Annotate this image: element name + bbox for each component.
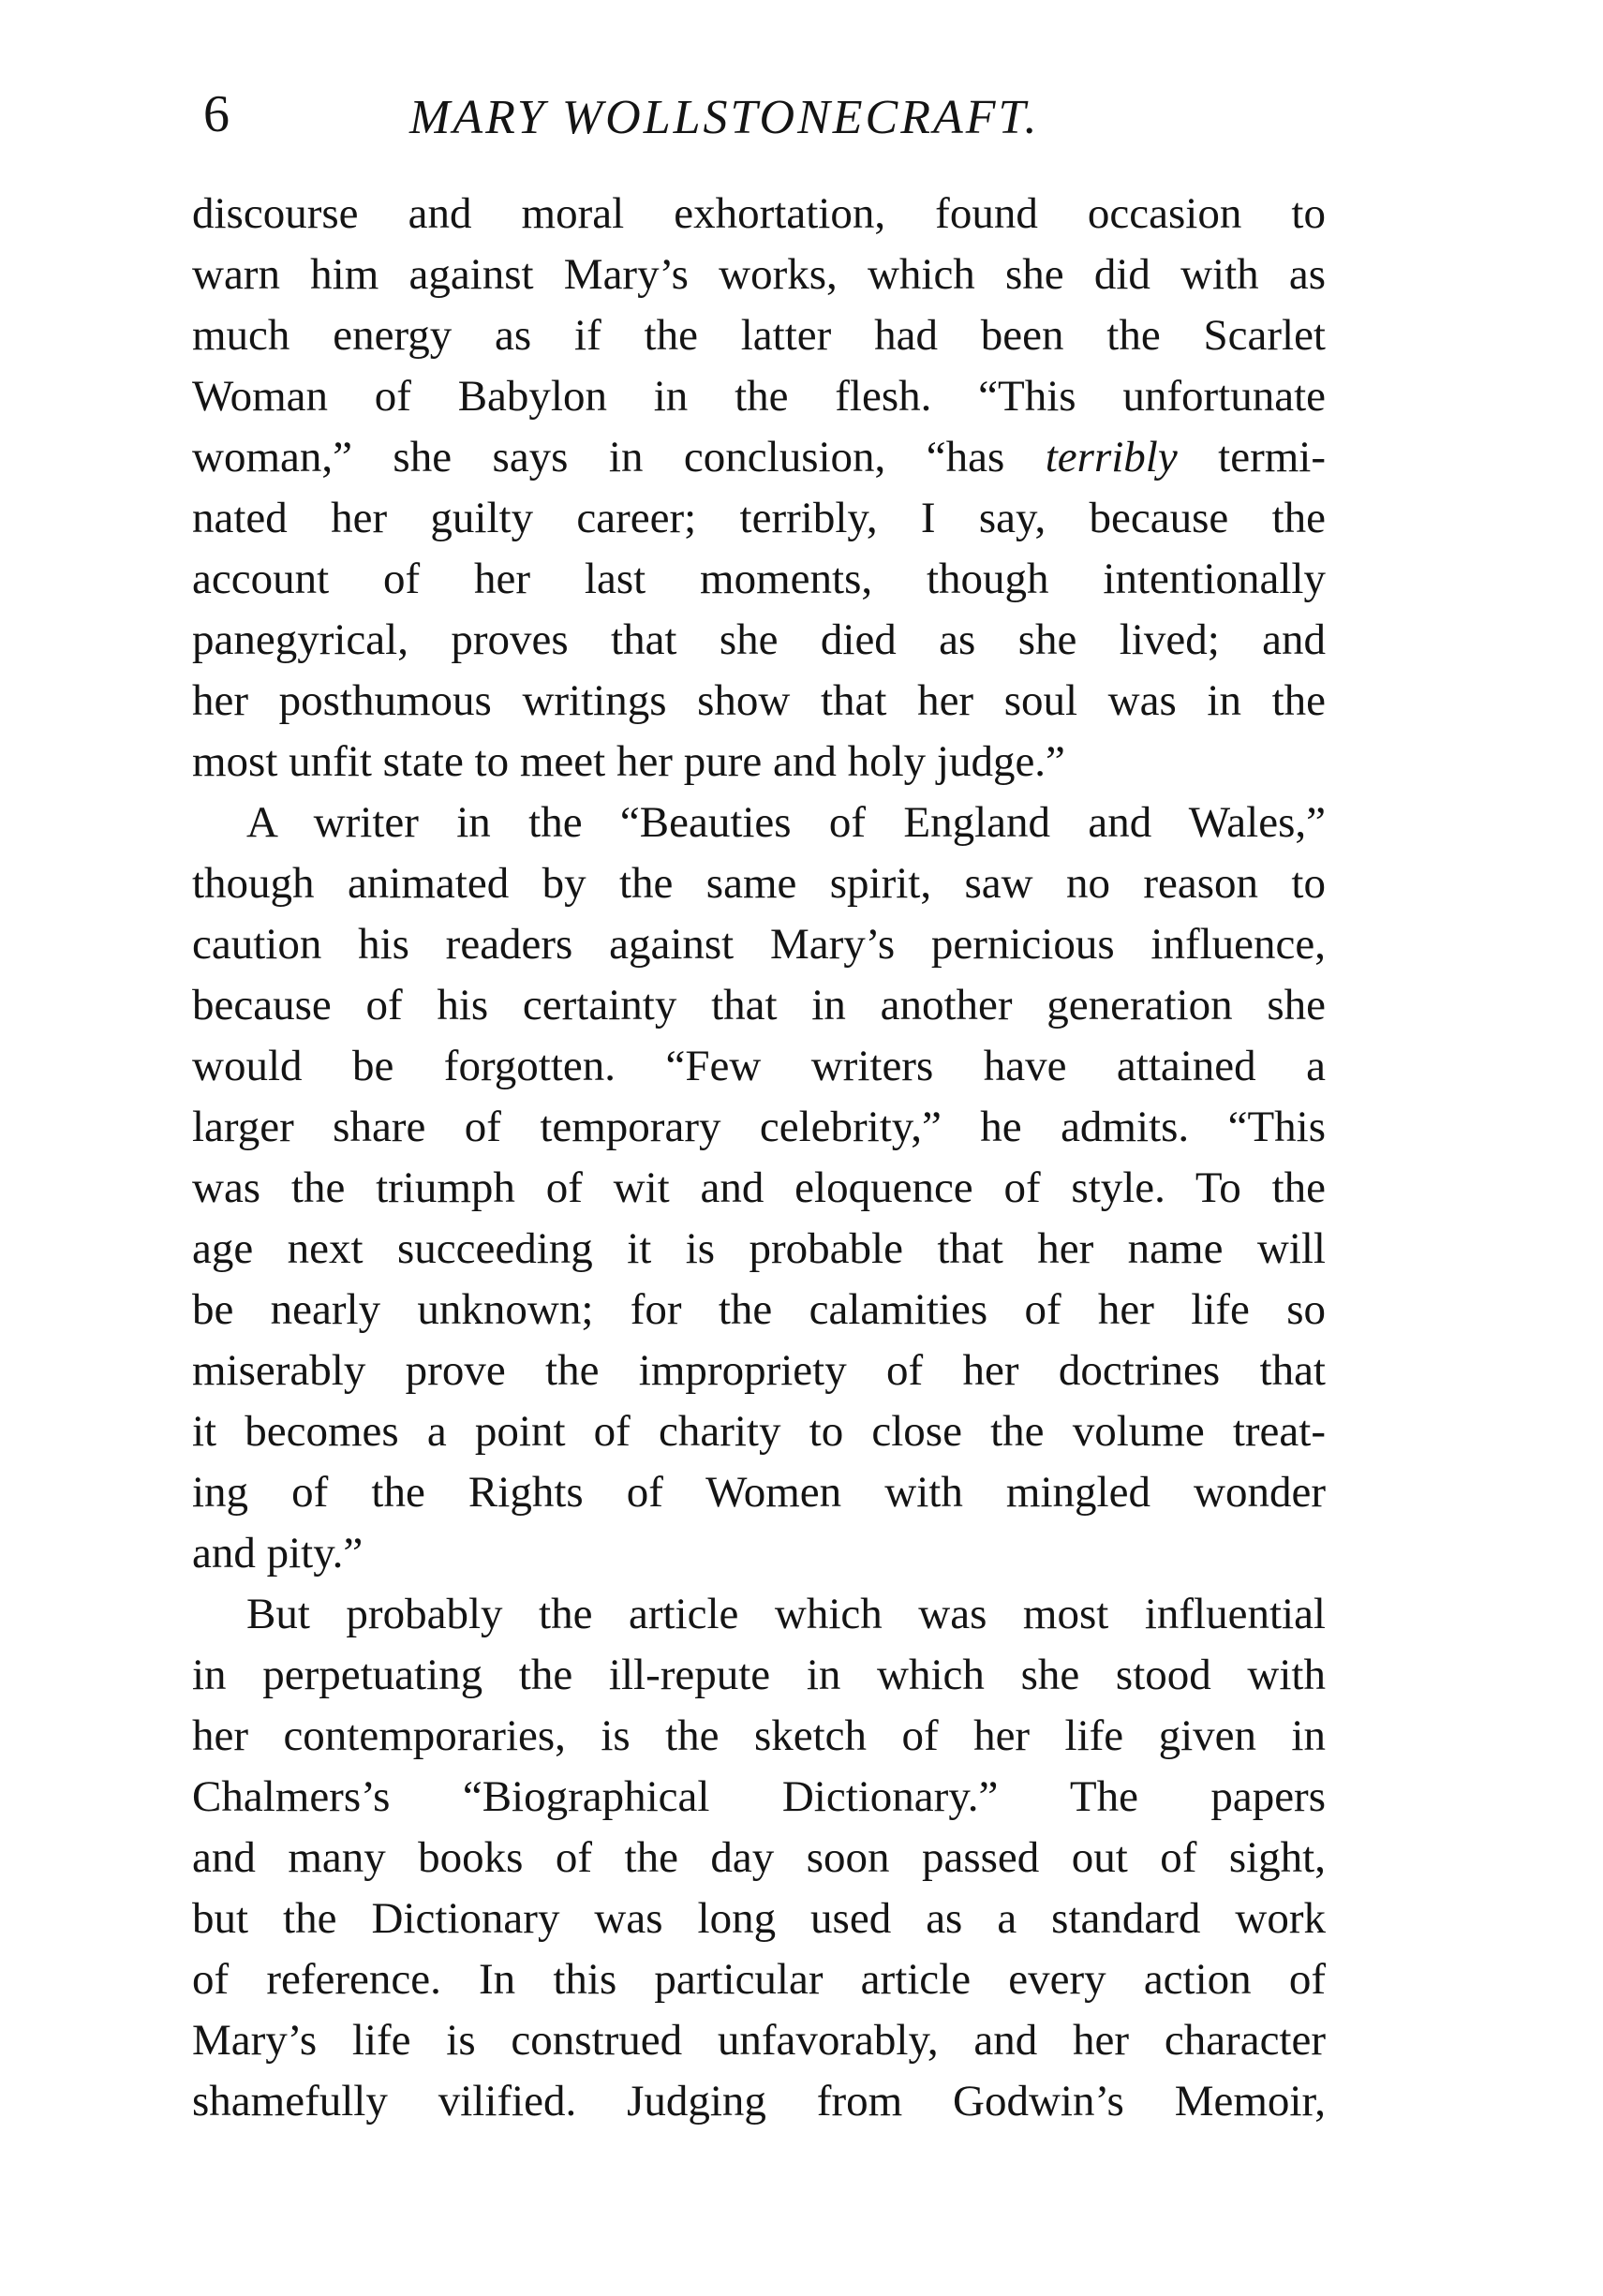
page-number: 6 bbox=[203, 85, 230, 143]
text-line: would be forgotten. “Few writers have attained a bbox=[192, 1042, 1326, 1090]
text-line: nated her guilty career; terribly, I say, because the bbox=[192, 494, 1326, 542]
text-line: it becomes a point of charity to close the volume treat- bbox=[192, 1407, 1326, 1456]
text-line: though animated by the same spirit, saw no reason to bbox=[192, 859, 1326, 908]
emphasis-text: terribly bbox=[1045, 433, 1178, 481]
text-line: miserably prove the impropriety of her doctrines that bbox=[192, 1346, 1326, 1395]
text-line: be nearly unknown; for the calamities of her life so bbox=[192, 1285, 1326, 1334]
running-title: MARY WOLLSTONECRAFT. bbox=[409, 91, 1040, 144]
body-text bbox=[192, 184, 1326, 2132]
text-line: of reference. In this particular article every action of bbox=[192, 1955, 1326, 2004]
text-line: account of her last moments, though intentionally bbox=[192, 555, 1326, 603]
text-line: panegyrical, proves that she died as she lived; and bbox=[192, 615, 1326, 664]
text-line: discourse and moral exhortation, found occasion to bbox=[192, 189, 1326, 238]
text-line: Woman of Babylon in the flesh. “This unfortunate bbox=[192, 372, 1326, 421]
text-line: caution his readers against Mary’s pernicious influence, bbox=[192, 920, 1326, 969]
text-line bbox=[192, 427, 1326, 488]
text-line: and many books of the day soon passed out of sight, bbox=[192, 1833, 1326, 1882]
page-header bbox=[192, 67, 1326, 161]
text-line: warn him against Mary’s works, which she did with as bbox=[192, 250, 1326, 299]
text-line: in perpetuating the ill-repute in which she stood with bbox=[192, 1651, 1326, 1699]
text-segment: termi- bbox=[1218, 433, 1327, 481]
text-line: But probably the article which was most influential bbox=[246, 1590, 1326, 1638]
text-line: A writer in the “Beauties of England and Wales,” bbox=[246, 798, 1326, 847]
text-line: larger share of temporary celebrity,” he admits. “This bbox=[192, 1103, 1326, 1151]
text-line: her posthumous writings show that her soul was in the bbox=[192, 676, 1326, 725]
text-line: most unfit state to meet her pure and holy judge.” bbox=[192, 737, 1065, 786]
text-segment: woman,” she says in conclusion, “has bbox=[192, 433, 1005, 481]
text-line: Mary’s life is construed unfavorably, and her character bbox=[192, 2016, 1326, 2065]
text-line: shamefully vilified. Judging from Godwin’s Memoir, bbox=[192, 2077, 1326, 2126]
text-line: was the triumph of wit and eloquence of style. To the bbox=[192, 1163, 1326, 1212]
text-line: Chalmers’s “Biographical Dictionary.” The papers bbox=[192, 1772, 1326, 1821]
text-line: age next succeeding it is probable that her name will bbox=[192, 1224, 1326, 1273]
text-line: much energy as if the latter had been the Scarlet bbox=[192, 311, 1326, 360]
text-line: but the Dictionary was long used as a standard work bbox=[192, 1894, 1326, 1943]
text-line: and pity.” bbox=[192, 1529, 364, 1578]
text-line: her contemporaries, is the sketch of her life given in bbox=[192, 1711, 1326, 1760]
text-line: ing of the Rights of Women with mingled wonder bbox=[192, 1468, 1326, 1517]
text-line: because of his certainty that in another generation she bbox=[192, 981, 1326, 1029]
